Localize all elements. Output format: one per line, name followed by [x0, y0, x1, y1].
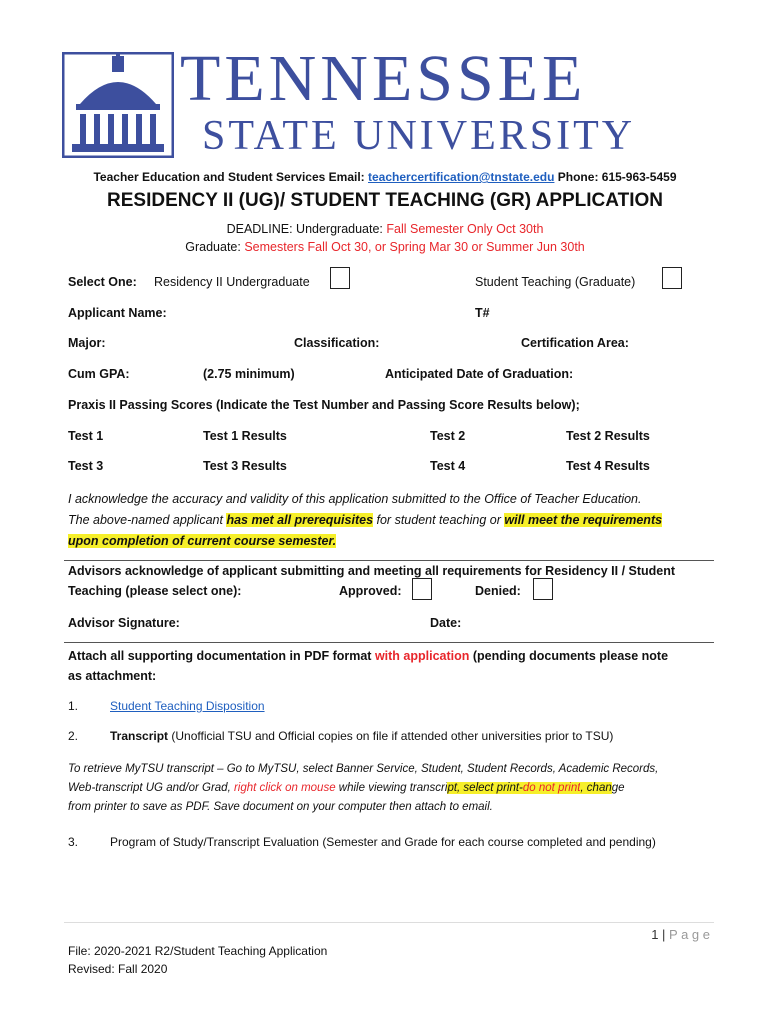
approved-label: Approved:	[339, 584, 402, 598]
instr-highlight: , chan	[580, 782, 612, 794]
capitol-dome-icon	[62, 52, 174, 158]
advisor-date-label: Date:	[430, 616, 462, 630]
praxis-cell: Test 2	[430, 429, 466, 443]
item-number: 2.	[68, 729, 79, 743]
praxis-row	[68, 459, 708, 477]
logo-line-state-university: STATE UNIVERSITY	[202, 113, 636, 159]
logo-line-tennessee: TENNESSEE	[180, 42, 587, 115]
cum-gpa-label: Cum GPA:	[68, 367, 130, 381]
contact-prefix: Teacher Education and Student Services Email:	[93, 170, 369, 184]
deadline-label-ug: DEADLINE: Undergraduate:	[226, 222, 387, 236]
page-sep: |	[658, 927, 670, 942]
classification-label: Classification:	[294, 336, 380, 350]
instructions-line-2	[68, 779, 728, 798]
instr-highlight: pt, select print-	[447, 782, 523, 794]
denied-label: Denied:	[475, 584, 521, 598]
instr-text: Web-transcript UG and/or Grad,	[68, 782, 234, 794]
divider	[64, 642, 714, 643]
ack-highlight-prereqs: has met all prerequisites	[226, 513, 374, 527]
item-number: 1.	[68, 699, 79, 713]
ack-text: for student teaching or	[373, 513, 505, 527]
ack-highlight-requirements: will meet the requirements	[504, 513, 663, 527]
page-title: RESIDENCY II (UG)/ STUDENT TEACHING (GR) APPLICATION	[107, 190, 663, 211]
acknowledgement-block	[68, 489, 718, 552]
checkbox-residency-undergraduate[interactable]	[330, 267, 350, 289]
deadline-line-2	[0, 240, 770, 254]
page-number	[651, 927, 710, 942]
advisor-signature-label: Advisor Signature:	[68, 616, 180, 630]
praxis-cell: Test 3 Results	[203, 459, 287, 473]
certification-area-label: Certification Area:	[521, 336, 629, 350]
deadline-value-ug: Fall Semester Only Oct 30th	[386, 222, 544, 236]
item-number: 3.	[68, 835, 79, 849]
checkbox-denied[interactable]	[533, 578, 553, 600]
gpa-minimum-label: (2.75 minimum)	[203, 367, 295, 381]
checkbox-student-teaching-graduate[interactable]	[662, 267, 682, 289]
footer-file: File: 2020-2021 R2/Student Teaching Application	[68, 944, 328, 958]
advisor-line-1: Advisors acknowledge of applicant submitting and meeting all requirements for Residency II / Student	[68, 564, 676, 578]
deadline-line-1	[0, 222, 770, 236]
praxis-cell: Test 3	[68, 459, 104, 473]
option-residency-label: Residency II Undergraduate	[154, 275, 310, 289]
attach-highlight: with application	[374, 649, 470, 663]
instr-text: while viewing transcri	[335, 782, 448, 794]
checkbox-approved[interactable]	[412, 578, 432, 600]
ack-highlight-completion: upon completion of current course semester.	[68, 534, 337, 548]
praxis-cell: Test 2 Results	[566, 429, 650, 443]
instr-text: ge	[611, 782, 625, 794]
t-number-label: T#	[475, 306, 490, 320]
select-one-row	[68, 273, 718, 297]
ack-line-1: I acknowledge the accuracy and validity of this application submitted to the Office of Teacher Education.	[68, 492, 642, 506]
praxis-heading: Praxis II Passing Scores (Indicate the Test Number and Passing Score Results below);	[68, 398, 580, 412]
praxis-cell: Test 4	[430, 459, 466, 473]
instr-red: right click on mouse	[233, 782, 336, 794]
ack-line-2	[68, 510, 718, 531]
page-num: 1	[651, 927, 659, 942]
advisor-line-2	[68, 584, 718, 606]
student-teaching-disposition-link[interactable]: Student Teaching Disposition	[110, 699, 265, 713]
email-link[interactable]: teachercertification@tnstate.edu	[368, 170, 555, 184]
ack-text: The above-named applicant	[68, 513, 227, 527]
praxis-cell: Test 1 Results	[203, 429, 287, 443]
attach-text: (pending documents please note	[469, 649, 669, 663]
praxis-cell: Test 1	[68, 429, 104, 443]
applicant-name-label: Applicant Name:	[68, 306, 167, 320]
select-one-label: Select One:	[68, 275, 137, 289]
instructions-line-3: from printer to save as PDF. Save document on your computer then attach to email.	[68, 801, 493, 813]
footer-rule	[64, 922, 714, 923]
transcript-item	[110, 729, 613, 743]
contact-phone: Phone: 615-963-5459	[554, 170, 677, 184]
attach-text: Attach all supporting documentation in PDF format	[68, 649, 375, 663]
transcript-description: (Unofficial TSU and Official copies on file if attended other universities prior to TSU)	[168, 729, 614, 743]
advisor-select-label: Teaching (please select one):	[68, 584, 242, 598]
program-of-study-item: Program of Study/Transcript Evaluation (Semester and Grade for each course completed and pending)	[110, 835, 656, 849]
major-label: Major:	[68, 336, 106, 350]
instructions-line-1: To retrieve MyTSU transcript – Go to MyTSU, select Banner Service, Student, Student Records, Academic Records,	[68, 763, 659, 775]
contact-line	[0, 170, 770, 184]
divider	[64, 560, 714, 561]
ack-line-3	[68, 531, 718, 552]
footer-revised: Revised: Fall 2020	[68, 962, 168, 976]
deadline-label-gr: Graduate:	[185, 240, 245, 254]
attach-line-2: as attachment:	[68, 669, 157, 683]
praxis-cell: Test 4 Results	[566, 459, 650, 473]
transcript-label: Transcript	[110, 729, 169, 743]
graduation-date-label: Anticipated Date of Graduation:	[385, 367, 574, 381]
praxis-row	[68, 429, 708, 447]
university-logo	[62, 42, 732, 160]
deadline-value-gr: Semesters Fall Oct 30, or Spring Mar 30 or Summer Jun 30th	[244, 240, 585, 254]
option-student-teaching-label: Student Teaching (Graduate)	[475, 275, 636, 289]
instr-highlight-red: do not print	[522, 782, 581, 794]
attach-line-1	[68, 649, 668, 663]
page-word: P a g e	[669, 927, 710, 942]
transcript-instructions	[68, 760, 728, 817]
